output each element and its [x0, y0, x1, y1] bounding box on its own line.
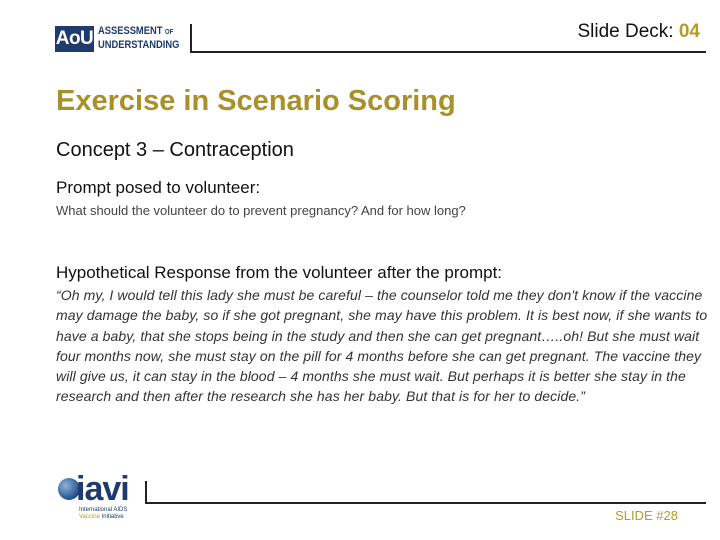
- response-heading: Hypothetical Response from the volunteer after the prompt:: [56, 263, 503, 282]
- slide-deck-label: [577, 21, 700, 43]
- slide-title: Exercise in Scenario Scoring: [56, 85, 456, 117]
- aou-logo-line1-small: OF: [165, 29, 174, 36]
- iavi-sub-line2: [79, 514, 127, 521]
- iavi-sub-vaccine: Vaccine: [79, 514, 100, 520]
- aou-logo-text: [98, 25, 179, 52]
- iavi-sub-initiative: Initiative: [99, 514, 124, 520]
- footer-divider-vertical: [145, 481, 147, 503]
- concept-heading: Concept 3 – Contraception: [56, 139, 294, 161]
- aou-logo-mark: AoU: [55, 26, 94, 52]
- slide-deck-number: 04: [678, 21, 700, 42]
- slide-deck-text: Slide Deck:: [577, 21, 674, 42]
- aou-logo-line1: ASSESSMENT: [98, 25, 163, 37]
- response-text: “Oh my, I would tell this lady she must be careful – the counselor told me they don't know if the vaccine may damage the baby, so if she got pregnant, she may have this problem. It is best now, if she wants to have a baby, that she stops being in the study and then she can get pregnant…..oh! But she must wait four months now, she must stay on the pill for 4 months before she can get pregnant. The vaccine they will give us, it can stay in the blood – 4 months she must wait. But perhaps it is better she stay in the research and then after the research she has her baby. But that is for her to decide.”: [56, 287, 708, 405]
- footer-divider-horizontal: [145, 502, 706, 504]
- iavi-sub-line1: International AIDS: [79, 507, 128, 513]
- prompt-heading: Prompt posed to volunteer:: [56, 178, 261, 197]
- header-divider-horizontal: [190, 51, 706, 53]
- header-divider-vertical: [190, 24, 192, 52]
- iavi-logo-word: iavi: [76, 470, 129, 508]
- prompt-text: What should the volunteer do to prevent pregnancy? And for how long?: [56, 203, 466, 218]
- aou-logo-line2: UNDERSTANDING: [98, 39, 180, 51]
- iavi-logo-subtitle: [79, 507, 127, 521]
- slide-number: SLIDE #28: [615, 508, 678, 523]
